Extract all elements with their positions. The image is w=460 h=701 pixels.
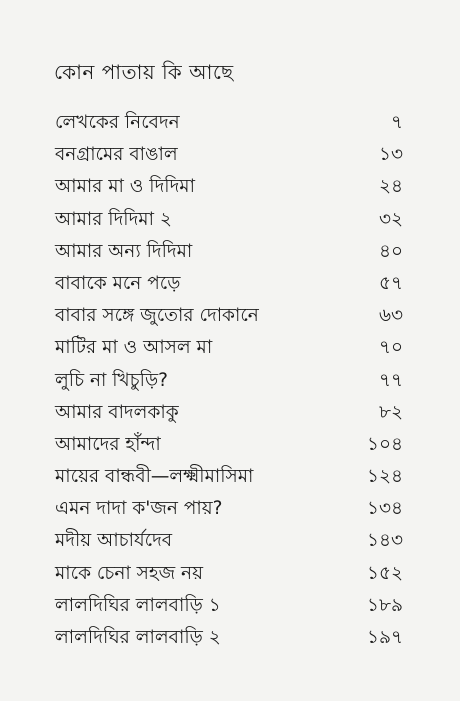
toc-row (0, 268, 460, 300)
toc-title: লালদিঘির লালবাড়ি ১ (55, 594, 221, 616)
toc-row (0, 461, 460, 493)
toc-row (0, 622, 460, 654)
toc-page-number: ৭০ (378, 337, 403, 359)
toc-title: লেখকের নিবেদন (55, 112, 180, 133)
toc-row (0, 429, 460, 461)
toc-row (0, 204, 460, 236)
toc-title: আমার মা ও দিদিমা (55, 176, 195, 198)
toc-page-number: ১৯৭ (366, 627, 403, 648)
toc-page-number: ৫৭ (378, 272, 403, 294)
toc-row (0, 493, 460, 525)
table-of-contents (0, 107, 460, 654)
toc-row (0, 590, 460, 622)
toc-title: আমার বাদলকাকু (55, 401, 179, 423)
toc-title: বাবাকে মনে পড়ে (55, 272, 181, 294)
toc-title: বাবার সঙ্গে জুতোর দোকানে (55, 305, 259, 327)
toc-title: মাকে চেনা সহজ নয় (55, 562, 203, 584)
toc-page-number: ১৪৩ (366, 530, 403, 552)
toc-page-number: ১২৪ (366, 466, 403, 488)
toc-row (0, 558, 460, 590)
toc-title: এমন দাদা ক'জন পায়? (55, 498, 223, 520)
toc-page-number: ৪০ (378, 240, 403, 262)
toc-title: আমাদের হাঁন্দা (55, 433, 161, 455)
toc-page-number: ১০৪ (366, 433, 403, 455)
toc-row (0, 397, 460, 429)
toc-page-number: ৭ (390, 112, 403, 133)
toc-page-number: ১৩ (378, 144, 403, 166)
toc-page-number: ৮২ (378, 401, 403, 423)
toc-page-number: ৬৩ (378, 305, 403, 327)
toc-title: মায়ের বান্ধবী—লক্ষ্মীমাসিমা (55, 466, 254, 488)
toc-row (0, 365, 460, 397)
page-heading: কোন পাতায় কি আছে (54, 60, 234, 84)
toc-row (0, 236, 460, 268)
toc-page-number: ৭৭ (378, 369, 403, 391)
toc-title: মদীয় আচার্যদেব (55, 530, 173, 552)
toc-title: লালদিঘির লালবাড়ি ২ (55, 627, 221, 648)
toc-title: লুচি না খিচুড়ি? (55, 369, 168, 391)
toc-page-number: ২৪ (378, 176, 403, 198)
toc-title: আমার দিদিমা ২ (55, 208, 172, 230)
toc-row (0, 525, 460, 557)
toc-row (0, 171, 460, 203)
toc-title: আমার অন্য দিদিমা (55, 240, 193, 262)
toc-page-number: ১৮৯ (366, 594, 403, 616)
toc-row (0, 332, 460, 364)
toc-page-number: ১৩৪ (366, 498, 403, 520)
toc-row (0, 139, 460, 171)
toc-page-number: ৩২ (378, 208, 403, 230)
toc-title: বনগ্রামের বাঙাল (55, 144, 178, 166)
toc-title: মাটির মা ও আসল মা (55, 337, 213, 359)
toc-row (0, 300, 460, 332)
toc-row (0, 107, 460, 139)
toc-page-number: ১৫২ (366, 562, 403, 584)
